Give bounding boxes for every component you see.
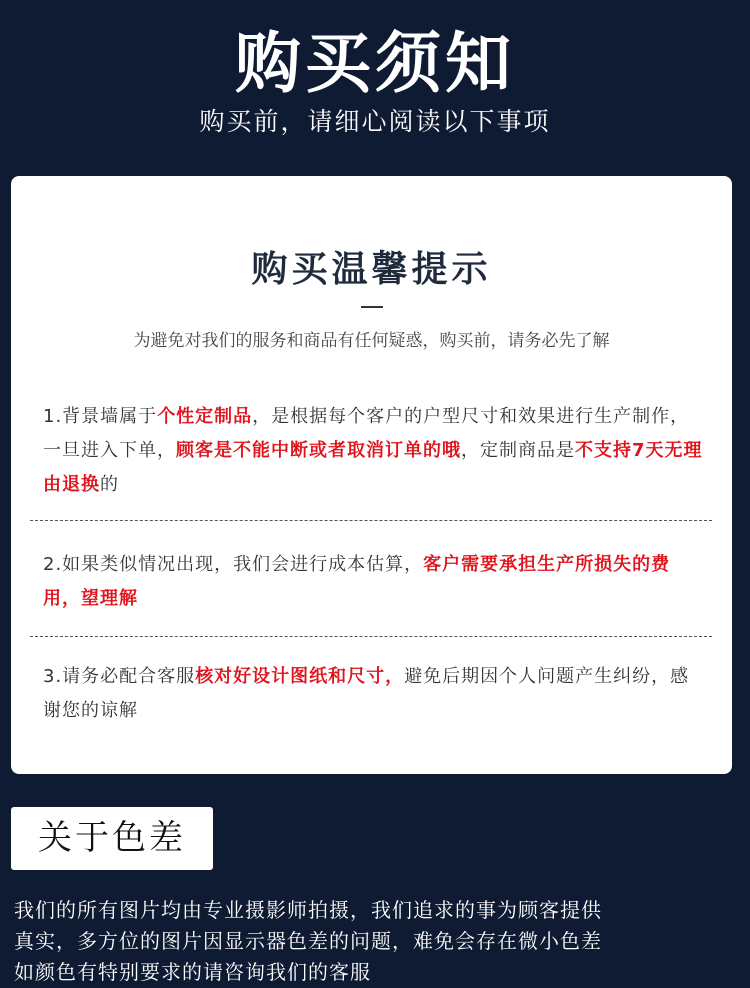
tip-highlight: 客户需要承担生产所损失的费用，望理解 xyxy=(43,554,671,609)
tip-highlight: 个性定制品 xyxy=(157,406,253,427)
tip-text: 1.背景墙属于 xyxy=(43,406,158,427)
dashed-divider xyxy=(30,520,712,521)
text-line: 如颜色有特别要求的请咨询我们的客服 xyxy=(14,960,371,984)
tip-highlight: 顾客是不能中断或者取消订单的哦 xyxy=(176,440,461,461)
tip-text: 避免后期因个人问题产生纠纷，感谢您的谅解 xyxy=(43,666,690,721)
section-title: 关于色差 xyxy=(38,818,186,858)
tip-item-1 xyxy=(43,400,705,502)
tip-text: 的 xyxy=(100,474,119,495)
purchase-tips-card xyxy=(11,176,732,774)
tip-text: ，定制商品是 xyxy=(461,440,575,461)
tip-highlight: 核对好设计图纸和尺寸， xyxy=(195,666,405,687)
tip-text: ，是根据每个客户的户型尺寸和效果进行生产制作，一旦进入下单， xyxy=(43,406,690,461)
tip-highlight: 不支持7天无理由退换 xyxy=(43,440,703,495)
text-line: 真实，多方位的图片因显示器色差的问题，难免会存在微小色差 xyxy=(14,929,602,953)
card-title: 购买温馨提示 xyxy=(251,249,492,290)
tip-text: 3.请务必配合客服 xyxy=(43,666,196,687)
tip-item-2 xyxy=(43,548,705,616)
color-difference-heading-box xyxy=(11,807,213,870)
tip-item-3 xyxy=(43,660,705,728)
tip-text: 2.如果类似情况出现，我们会进行成本估算， xyxy=(43,554,424,575)
title-divider xyxy=(361,306,383,308)
text-line: 我们的所有图片均由专业摄影师拍摄，我们追求的事为顾客提供 xyxy=(14,898,602,922)
page-title: 购买须知 xyxy=(235,25,515,102)
page-subtitle: 购买前，请细心阅读以下事项 xyxy=(199,107,551,136)
dashed-divider xyxy=(30,636,712,637)
card-intro: 为避免对我们的服务和商品有任何疑惑，购买前，请务必先了解 xyxy=(133,331,610,351)
color-difference-text xyxy=(14,895,704,988)
